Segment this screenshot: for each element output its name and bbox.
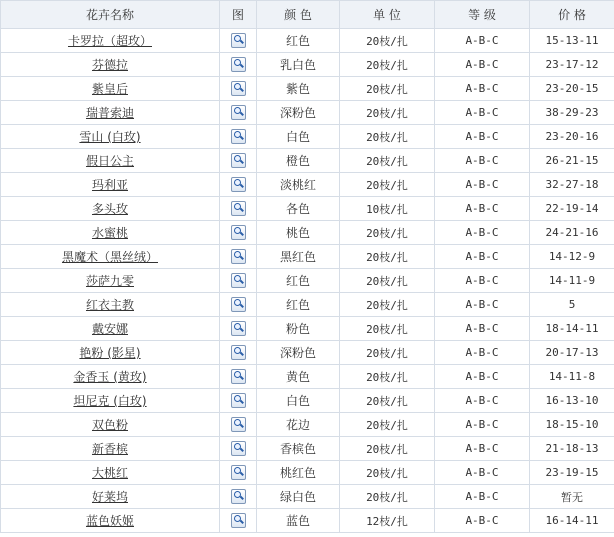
color-cell: 黑红色	[257, 245, 340, 269]
magnifier-icon[interactable]	[231, 321, 246, 336]
flower-name-cell	[1, 53, 220, 77]
magnifier-icon[interactable]	[231, 369, 246, 384]
flower-name-cell	[1, 461, 220, 485]
flower-name-link[interactable]: 金香玉 (黄玫)	[73, 370, 147, 384]
image-cell	[220, 461, 257, 485]
flower-name-cell	[1, 437, 220, 461]
image-cell	[220, 269, 257, 293]
flower-name-link[interactable]: 玛利亚	[91, 178, 128, 192]
unit-cell: 20枝/扎	[340, 269, 435, 293]
price-cell: 暂无	[530, 485, 614, 509]
image-cell	[220, 53, 257, 77]
image-cell	[220, 365, 257, 389]
unit-cell: 12枝/扎	[340, 509, 435, 533]
table-row	[1, 413, 614, 437]
flower-name-link[interactable]: 雪山 (白玫)	[79, 130, 141, 144]
magnifier-icon[interactable]	[231, 273, 246, 288]
price-cell: 22-19-14	[530, 197, 614, 221]
table-row	[1, 53, 614, 77]
flower-name-link[interactable]: 蓝色妖姬	[85, 514, 134, 528]
magnifier-icon[interactable]	[231, 33, 246, 48]
grade-cell: A-B-C	[435, 461, 530, 485]
table-row	[1, 77, 614, 101]
unit-cell: 20枝/扎	[340, 461, 435, 485]
table-row	[1, 485, 614, 509]
grade-cell: A-B-C	[435, 389, 530, 413]
magnifier-icon[interactable]	[231, 225, 246, 240]
flower-name-cell	[1, 77, 220, 101]
flower-name-cell	[1, 389, 220, 413]
magnifier-icon[interactable]	[231, 105, 246, 120]
header-flower-name: 花卉名称	[1, 1, 220, 29]
price-cell: 5	[530, 293, 614, 317]
magnifier-icon[interactable]	[231, 465, 246, 480]
grade-cell: A-B-C	[435, 485, 530, 509]
unit-cell: 20枝/扎	[340, 437, 435, 461]
header-unit: 单 位	[340, 1, 435, 29]
price-cell: 38-29-23	[530, 101, 614, 125]
color-cell: 乳白色	[257, 53, 340, 77]
flower-name-link[interactable]: 卡罗拉（超玫）	[67, 34, 152, 48]
flower-name-cell	[1, 293, 220, 317]
color-cell: 紫色	[257, 77, 340, 101]
color-cell: 橙色	[257, 149, 340, 173]
flower-name-link[interactable]: 黑魔术（黑丝绒）	[61, 250, 158, 264]
flower-name-link[interactable]: 双色粉	[91, 418, 128, 432]
price-cell: 24-21-16	[530, 221, 614, 245]
image-cell	[220, 221, 257, 245]
flower-name-cell	[1, 197, 220, 221]
image-cell	[220, 413, 257, 437]
grade-cell: A-B-C	[435, 29, 530, 53]
flower-name-link[interactable]: 多头玫	[91, 202, 128, 216]
flower-name-cell	[1, 221, 220, 245]
magnifier-icon[interactable]	[231, 153, 246, 168]
header-image: 图	[220, 1, 257, 29]
flower-name-cell	[1, 413, 220, 437]
magnifier-icon[interactable]	[231, 129, 246, 144]
unit-cell: 20枝/扎	[340, 317, 435, 341]
table-row	[1, 341, 614, 365]
flower-name-link[interactable]: 水蜜桃	[91, 226, 128, 240]
price-cell: 23-20-15	[530, 77, 614, 101]
flower-name-link[interactable]: 假日公主	[85, 154, 134, 168]
image-cell	[220, 437, 257, 461]
image-cell	[220, 149, 257, 173]
grade-cell: A-B-C	[435, 245, 530, 269]
price-cell: 21-18-13	[530, 437, 614, 461]
magnifier-icon[interactable]	[231, 57, 246, 72]
flower-name-cell	[1, 317, 220, 341]
price-cell: 18-15-10	[530, 413, 614, 437]
table-row	[1, 173, 614, 197]
price-cell: 14-11-9	[530, 269, 614, 293]
flower-name-link[interactable]: 红衣主教	[85, 298, 134, 312]
magnifier-icon[interactable]	[231, 345, 246, 360]
unit-cell: 20枝/扎	[340, 125, 435, 149]
image-cell	[220, 77, 257, 101]
unit-cell: 20枝/扎	[340, 77, 435, 101]
table-row	[1, 197, 614, 221]
flower-name-link[interactable]: 瑞普索迪	[85, 106, 134, 120]
price-cell: 23-19-15	[530, 461, 614, 485]
image-cell	[220, 245, 257, 269]
grade-cell: A-B-C	[435, 509, 530, 533]
price-cell: 23-17-12	[530, 53, 614, 77]
color-cell: 红色	[257, 269, 340, 293]
flower-name-cell	[1, 509, 220, 533]
header-row	[1, 1, 614, 29]
color-cell: 各色	[257, 197, 340, 221]
unit-cell: 20枝/扎	[340, 341, 435, 365]
table-row	[1, 269, 614, 293]
grade-cell: A-B-C	[435, 365, 530, 389]
image-cell	[220, 341, 257, 365]
image-cell	[220, 125, 257, 149]
color-cell: 红色	[257, 293, 340, 317]
magnifier-icon[interactable]	[231, 201, 246, 216]
flower-name-link[interactable]: 莎萨九零	[85, 274, 134, 288]
flower-name-link[interactable]: 艳粉 (影星)	[79, 346, 141, 360]
flower-name-link[interactable]: 芬德拉	[91, 58, 128, 72]
price-cell: 32-27-18	[530, 173, 614, 197]
header-price: 价 格	[530, 1, 614, 29]
flower-name-link[interactable]: 好莱坞	[91, 490, 128, 504]
flower-name-cell	[1, 173, 220, 197]
price-cell: 16-13-10	[530, 389, 614, 413]
color-cell: 桃色	[257, 221, 340, 245]
magnifier-icon[interactable]	[231, 441, 246, 456]
table-row	[1, 29, 614, 53]
grade-cell: A-B-C	[435, 125, 530, 149]
magnifier-icon[interactable]	[231, 81, 246, 96]
image-cell	[220, 197, 257, 221]
grade-cell: A-B-C	[435, 173, 530, 197]
grade-cell: A-B-C	[435, 149, 530, 173]
grade-cell: A-B-C	[435, 413, 530, 437]
color-cell: 绿白色	[257, 485, 340, 509]
price-cell: 18-14-11	[530, 317, 614, 341]
unit-cell: 20枝/扎	[340, 101, 435, 125]
image-cell	[220, 173, 257, 197]
grade-cell: A-B-C	[435, 53, 530, 77]
grade-cell: A-B-C	[435, 101, 530, 125]
price-cell: 14-12-9	[530, 245, 614, 269]
color-cell: 深粉色	[257, 101, 340, 125]
table-row	[1, 437, 614, 461]
unit-cell: 20枝/扎	[340, 365, 435, 389]
grade-cell: A-B-C	[435, 269, 530, 293]
table-row	[1, 149, 614, 173]
header-grade: 等 级	[435, 1, 530, 29]
unit-cell: 20枝/扎	[340, 29, 435, 53]
image-cell	[220, 509, 257, 533]
price-cell: 26-21-15	[530, 149, 614, 173]
magnifier-icon[interactable]	[231, 513, 246, 528]
grade-cell: A-B-C	[435, 341, 530, 365]
magnifier-icon[interactable]	[231, 249, 246, 264]
color-cell: 白色	[257, 125, 340, 149]
flower-name-cell	[1, 365, 220, 389]
image-cell	[220, 29, 257, 53]
flower-name-link[interactable]: 大桃红	[91, 466, 128, 480]
flower-name-cell	[1, 485, 220, 509]
grade-cell: A-B-C	[435, 197, 530, 221]
magnifier-icon[interactable]	[231, 297, 246, 312]
color-cell: 花边	[257, 413, 340, 437]
image-cell	[220, 101, 257, 125]
flower-name-link[interactable]: 新香槟	[91, 442, 128, 456]
color-cell: 黄色	[257, 365, 340, 389]
header-color: 颜 色	[257, 1, 340, 29]
table-row	[1, 509, 614, 533]
unit-cell: 20枝/扎	[340, 149, 435, 173]
unit-cell: 20枝/扎	[340, 389, 435, 413]
grade-cell: A-B-C	[435, 293, 530, 317]
table-row	[1, 461, 614, 485]
magnifier-icon[interactable]	[231, 177, 246, 192]
magnifier-icon[interactable]	[231, 489, 246, 504]
table-row	[1, 245, 614, 269]
flower-name-cell	[1, 149, 220, 173]
unit-cell: 20枝/扎	[340, 53, 435, 77]
color-cell: 淡桃红	[257, 173, 340, 197]
image-cell	[220, 293, 257, 317]
flower-name-cell	[1, 101, 220, 125]
flower-name-link[interactable]: 戴安娜	[91, 322, 128, 336]
flower-name-cell	[1, 29, 220, 53]
color-cell: 蓝色	[257, 509, 340, 533]
color-cell: 红色	[257, 29, 340, 53]
grade-cell: A-B-C	[435, 221, 530, 245]
magnifier-icon[interactable]	[231, 417, 246, 432]
unit-cell: 20枝/扎	[340, 245, 435, 269]
table-row	[1, 101, 614, 125]
table-row	[1, 317, 614, 341]
price-cell: 15-13-11	[530, 29, 614, 53]
price-cell: 23-20-16	[530, 125, 614, 149]
price-cell: 14-11-8	[530, 365, 614, 389]
price-cell: 16-14-11	[530, 509, 614, 533]
unit-cell: 20枝/扎	[340, 221, 435, 245]
magnifier-icon[interactable]	[231, 393, 246, 408]
flower-name-cell	[1, 245, 220, 269]
image-cell	[220, 485, 257, 509]
unit-cell: 20枝/扎	[340, 173, 435, 197]
color-cell: 桃红色	[257, 461, 340, 485]
unit-cell: 20枝/扎	[340, 293, 435, 317]
flower-name-cell	[1, 269, 220, 293]
image-cell	[220, 389, 257, 413]
flower-name-link[interactable]: 紫皇后	[91, 82, 128, 96]
unit-cell: 20枝/扎	[340, 485, 435, 509]
table-row	[1, 125, 614, 149]
color-cell: 深粉色	[257, 341, 340, 365]
price-cell: 20-17-13	[530, 341, 614, 365]
color-cell: 香槟色	[257, 437, 340, 461]
grade-cell: A-B-C	[435, 317, 530, 341]
table-row	[1, 293, 614, 317]
flower-name-cell	[1, 125, 220, 149]
color-cell: 白色	[257, 389, 340, 413]
unit-cell: 10枝/扎	[340, 197, 435, 221]
flower-name-link[interactable]: 坦尼克 (白玫)	[73, 394, 147, 408]
table-row	[1, 365, 614, 389]
image-cell	[220, 317, 257, 341]
flower-name-cell	[1, 341, 220, 365]
color-cell: 粉色	[257, 317, 340, 341]
grade-cell: A-B-C	[435, 437, 530, 461]
grade-cell: A-B-C	[435, 77, 530, 101]
table-row	[1, 389, 614, 413]
unit-cell: 20枝/扎	[340, 413, 435, 437]
table-row	[1, 221, 614, 245]
